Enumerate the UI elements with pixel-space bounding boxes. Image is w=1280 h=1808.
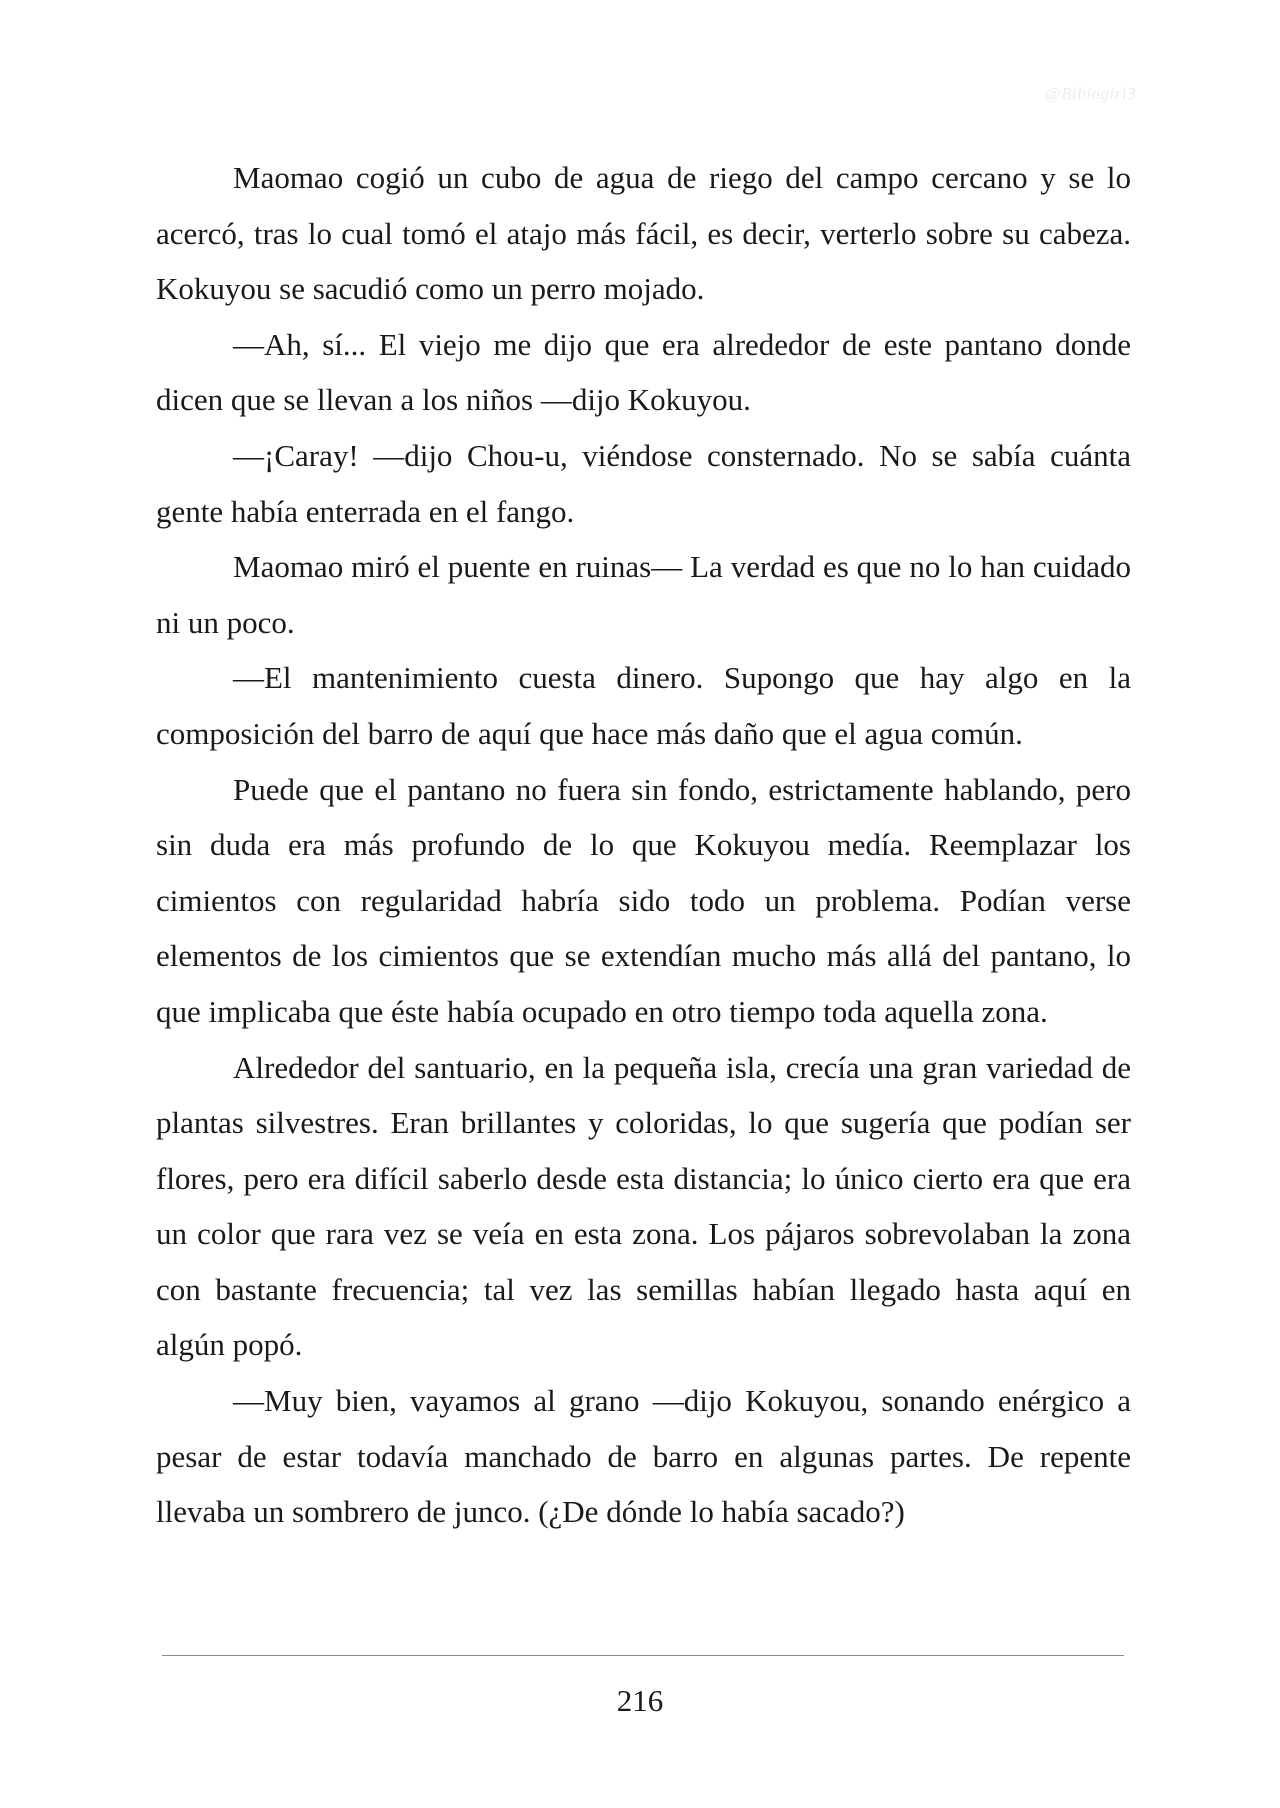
watermark: @Bibiogirl3	[1044, 84, 1136, 103]
page-number: 216	[616, 1683, 664, 1718]
paragraph: Maomao miró el puente en ruinas— La verdad es que no lo han cuidado ni un poco.	[156, 549, 1131, 640]
paragraph: Puede que el pantano no fuera sin fondo, estrictamente hablando, pero sin duda era más profundo de lo que Kokuyou medía. Reemplazar los cimientos con regularidad habría sido todo un problema. Podían verse elementos de los cimientos que se extendían mucho más allá del pantano, lo que implicaba que éste había ocupado en otro tiempo toda aquella zona.	[156, 771, 1131, 1029]
paragraph: —El mantenimiento cuesta dinero. Supongo que hay algo en la composición del barro de aquí que hace más daño que el agua común.	[156, 660, 1131, 751]
paragraph: —Ah, sí... El viejo me dijo que era alrededor de este pantano donde dicen que se llevan a los niños —dijo Kokuyou.	[156, 326, 1131, 418]
page-body	[156, 150, 1131, 1540]
paragraph: Maomao cogió un cubo de agua de riego del campo cercano y se lo acercó, tras lo cual tomó el atajo más fácil, es decir, verterlo sobre su cabeza. Kokuyou se sacudió como un perro mojado.	[156, 160, 1131, 307]
paragraph: —Muy bien, vayamos al grano —dijo Kokuyou, sonando enérgico a pesar de estar todavía manchado de barro en algunas partes. De repente llevaba un sombrero de junco. (¿De dónde lo había sacado?)	[156, 1383, 1131, 1530]
paragraph: —¡Caray! —dijo Chou-u, viéndose consternado. No se sabía cuánta gente había enterrada en el fango.	[156, 437, 1131, 529]
paragraph: Alrededor del santuario, en la pequeña isla, crecía una gran variedad de plantas silvestres. Eran brillantes y coloridas, lo que sugería que podían ser flores, pero era difícil saberlo desde esta distancia; lo único cierto era que era un color que rara vez se veía en esta zona. Los pájaros sobrevolaban la zona con bastante frecuencia; tal vez las semillas habían llegado hasta aquí en algún popó.	[156, 1049, 1131, 1363]
footer-divider	[162, 1655, 1124, 1656]
